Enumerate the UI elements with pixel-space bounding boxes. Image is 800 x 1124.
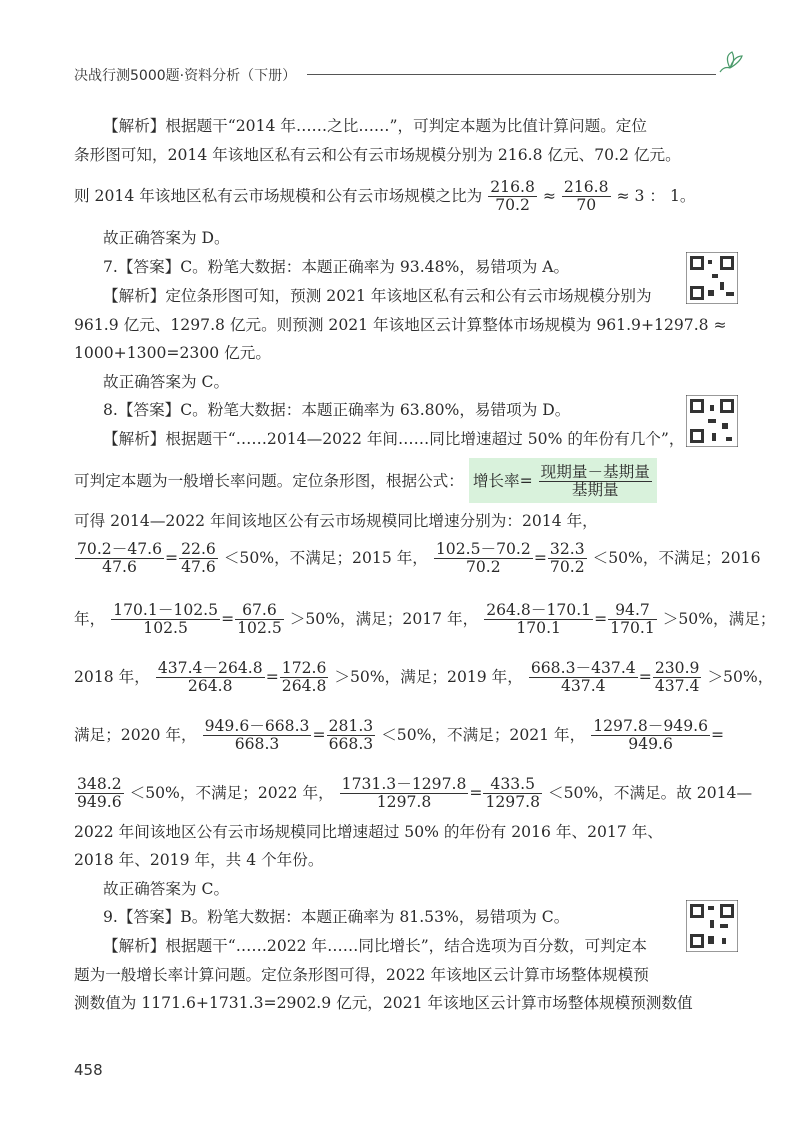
text-line: 【解析】根据题干“2014 年……之比……”，可判定本题为比值计算问题。定位 <box>103 117 647 135</box>
answer-line: 故正确答案为 D。 <box>103 229 230 247</box>
answer-line: 故正确答案为 C。 <box>103 373 230 391</box>
answer-line: 故正确答案为 C。 <box>103 880 230 898</box>
text-line: 【解析】根据题干“……2022 年……同比增长”，结合选项为百分数，可判定本 <box>103 937 647 955</box>
fraction: $\frac{216.8}{70.2}$ <box>490 177 535 214</box>
page-number: 458 <box>74 1061 103 1079</box>
text-line: 可得 2014—2022 年间该地区公有云市场规模同比增速分别为：2014 年， <box>74 512 598 530</box>
fraction: $\frac{216.8}{70}$ <box>563 177 609 214</box>
math-line: $\frac{70.2-47.6}{47.6}$ = $\frac{22.6}{47.6}$ ＜50%，不满足；2015 年， $\frac{102.5-70.2}{70.2}$ = $\frac{32.3}{70.2}$ ＜50%，不满足；2016 <box>77 539 761 576</box>
math-line: $\frac{348.2}{949.6}$ ＜50%，不满足；2022 年， $\frac{1731.3-1297.8}{1297.8}$ = $\frac{433.5}{1297.8}$ ＜50%，不满足。故 2014— <box>77 774 753 811</box>
text-fragment: 可判定本题为一般增长率问题。定位条形图，根据公式： <box>74 471 464 490</box>
answer-header-q7: 7.【答案】C。粉笔大数据：本题正确率为 93.48%，易错项为 A。 <box>103 258 570 276</box>
text-line: 1000+1300=2300 亿元。 <box>74 344 271 362</box>
formula-line <box>74 458 734 503</box>
text-line: 题为一般增长率计算问题。定位条形图可得，2022 年该地区云计算市场整体规模预 <box>74 966 649 984</box>
text-fragment: ≈ 3 ： 1。 <box>616 187 696 205</box>
growth-rate-formula: 增长率= $\frac{\text{现期量－基期量}}{\text{基期量}}$ <box>469 458 657 503</box>
text-line: 961.9 亿元、1297.8 亿元。则预测 2021 年该地区云计算整体市场规模为 961.9+1297.8 ≈ <box>74 316 727 334</box>
text-fragment: 则 2014 年该地区私有云市场规模和公有云市场规模之比为 <box>74 187 483 205</box>
header-rule <box>307 74 716 75</box>
text-line: 2018 年、2019 年，共 4 个年份。 <box>74 851 324 869</box>
book-title: 决战行测5000题·资料分析（下册） <box>74 68 297 84</box>
text-line: 2022 年间该地区公有云市场规模同比增速超过 50% 的年份有 2016 年、2017 年、 <box>74 823 663 841</box>
running-header <box>74 62 744 86</box>
ratio-line <box>74 175 734 216</box>
text-fragment: ≈ <box>542 187 556 205</box>
answer-header-q8: 8.【答案】C。粉笔大数据：本题正确率为 63.80%，易错项为 D。 <box>103 401 571 419</box>
sprout-icon <box>716 48 744 76</box>
math-line: 年， $\frac{170.1-102.5}{102.5}$ = $\frac{67.6}{102.5}$ ＞50%，满足；2017 年， $\frac{264.8-170.1}{170.1}$ = $\frac{94.7}{170.1}$ ＞50%，满足； <box>74 600 776 637</box>
text-line: 条形图可知，2014 年该地区私有云和公有云市场规模分别为 216.8 亿元、70.2 亿元。 <box>74 146 681 164</box>
math-line: 2018 年， $\frac{437.4-264.8}{264.8}$ = $\frac{172.6}{264.8}$ ＞50%，满足；2019 年， $\frac{668.3-437.4}{437.4}$ = $\frac{230.9}{437.4}$ ＞50%， <box>74 658 774 695</box>
text-line: 【解析】定位条形图可知，预测 2021 年该地区私有云和公有云市场规模分别为 <box>103 287 652 305</box>
text-line: 【解析】根据题干“……2014—2022 年间……同比增速超过 50% 的年份有几个”， <box>103 430 685 448</box>
math-line: 满足；2020 年， $\frac{949.6-668.3}{668.3}$ = $\frac{281.3}{668.3}$ ＜50%，不满足；2021 年， $\frac{1297.8-949.6}{949.6}$ = <box>74 716 725 753</box>
answer-header-q9: 9.【答案】B。粉笔大数据：本题正确率为 81.53%，易错项为 C。 <box>103 908 570 926</box>
text-line: 测数值为 1171.6+1731.3=2902.9 亿元，2021 年该地区云计算市场整体规模预测数值 <box>74 994 693 1012</box>
